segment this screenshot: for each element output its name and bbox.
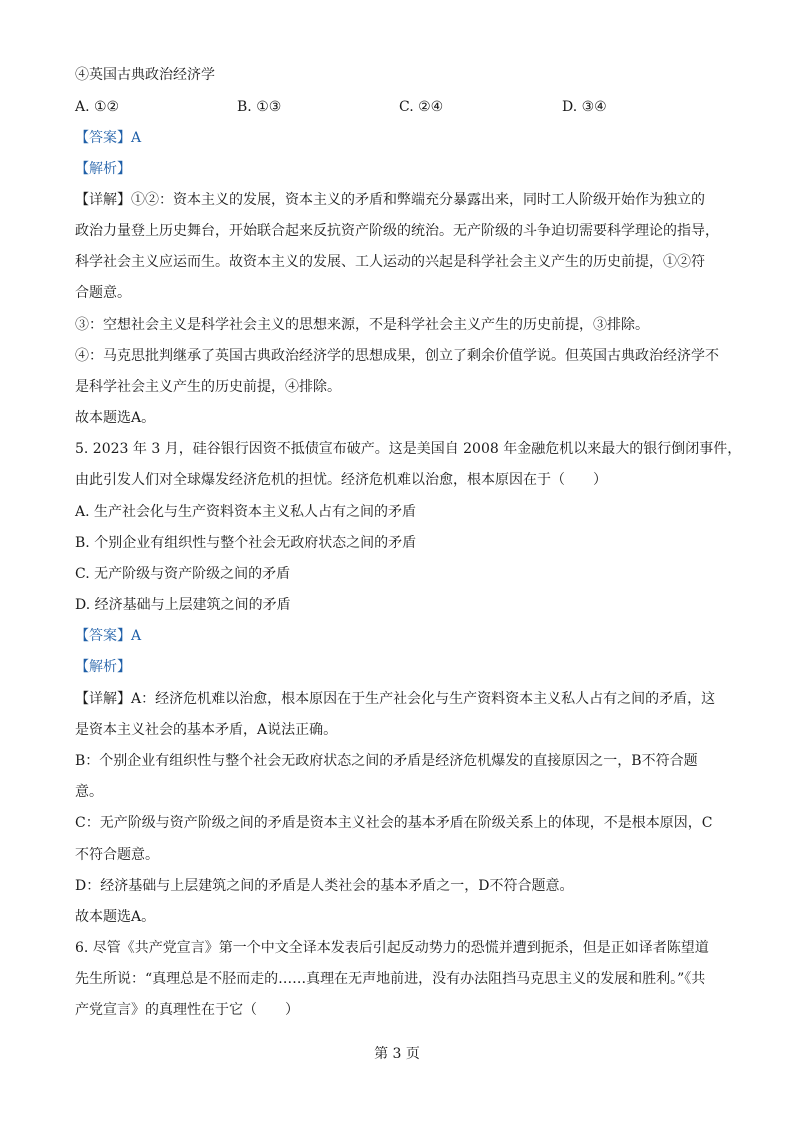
q5-detail-line: 【详解】A：经济危机难以治愈，根本原因在于生产社会化与生产资料资本主义私人占有之间的矛盾，这: [75, 691, 716, 707]
q4-option-a: A. ①②: [75, 99, 120, 115]
q5-option-c: C. 无产阶级与资产阶级之间的矛盾: [75, 566, 291, 582]
q4-detail-line: ④：马克思批判继承了英国古典政治经济学的思想成果，创立了剩余价值学说。但英国古典政治经济学不: [75, 348, 719, 364]
q4-option-b: B. ①③: [237, 99, 282, 115]
q6-stem-line: 产党宣言》的真理性在于它（ ）: [75, 1002, 299, 1018]
q5-detail-line: B：个别企业有组织性与整个社会无政府状态之间的矛盾是经济危机爆发的直接原因之一，B不符合题: [75, 753, 698, 769]
q4-detail-line: 是科学社会主义产生的历史前提，④排除。: [75, 379, 341, 395]
q4-detail-line: 合题意。: [75, 285, 131, 301]
q4-detail-line: ③：空想社会主义是科学社会主义的思想来源，不是科学社会主义产生的历史前提，③排除。: [75, 317, 649, 333]
q5-detail-line: 是资本主义社会的基本矛盾，A说法正确。: [75, 722, 338, 738]
q5-option-a: A. 生产社会化与生产资料资本主义私人占有之间的矛盾: [75, 504, 417, 520]
q4-item-4: ④英国古典政治经济学: [75, 67, 215, 83]
q4-detail-line: 【详解】①②：资本主义的发展，资本主义的矛盾和弊端充分暴露出来，同时工人阶级开始作为独立的: [75, 192, 705, 208]
q4-detail-line: 政治力量登上历史舞台，开始联合起来反抗资产阶级的统治。无产阶级的斗争迫切需要科学理论的指导，: [75, 223, 719, 239]
q5-detail-line: D：经济基础与上层建筑之间的矛盾是人类社会的基本矛盾之一，D不符合题意。: [75, 878, 574, 894]
q6-stem-line: 6. 尽管《共产党宣言》第一个中文全译本发表后引起反动势力的恐慌并遭到扼杀，但是正如译者陈望道: [75, 940, 709, 956]
q5-option-b: B. 个别企业有组织性与整个社会无政府状态之间的矛盾: [75, 535, 417, 551]
q5-conclusion: 故本题选A。: [75, 909, 156, 925]
q4-answer: 【答案】A: [75, 130, 142, 146]
q4-option-c: C. ②④: [399, 99, 444, 115]
q5-option-d: D. 经济基础与上层建筑之间的矛盾: [75, 597, 291, 613]
q4-options: [75, 97, 725, 117]
q4-option-d: D. ③④: [562, 99, 607, 115]
q4-conclusion: 故本题选A。: [75, 410, 156, 426]
q5-detail-line: C：无产阶级与资产阶级之间的矛盾是资本主义社会的基本矛盾在阶级关系上的体现，不是根本原因，C: [75, 815, 713, 831]
page-number: 第 3 页: [374, 1046, 420, 1062]
q5-stem-line: 5. 2023 年 3 月，硅谷银行因资不抵债宣布破产。这是美国自 2008 年金融危机以来最大的银行倒闭事件，: [75, 441, 742, 457]
q4-detail-line: 科学社会主义应运而生。故资本主义的发展、工人运动的兴起是科学社会主义产生的历史前提，①②符: [75, 254, 705, 270]
q5-stem-line: 由此引发人们对全球爆发经济危机的担忧。经济危机难以治愈，根本原因在于（ ）: [75, 472, 607, 488]
q5-analysis-label: 【解析】: [75, 659, 131, 675]
q4-analysis-label: 【解析】: [75, 161, 131, 177]
q5-answer: 【答案】A: [75, 628, 142, 644]
q5-detail-line: 意。: [75, 784, 103, 800]
q5-detail-line: 不符合题意。: [75, 847, 159, 863]
q6-stem-line: 先生所说：“真理总是不胫而走的……真理在无声地前进，没有办法阻挡马克思主义的发展和胜利。”《共: [75, 971, 706, 987]
